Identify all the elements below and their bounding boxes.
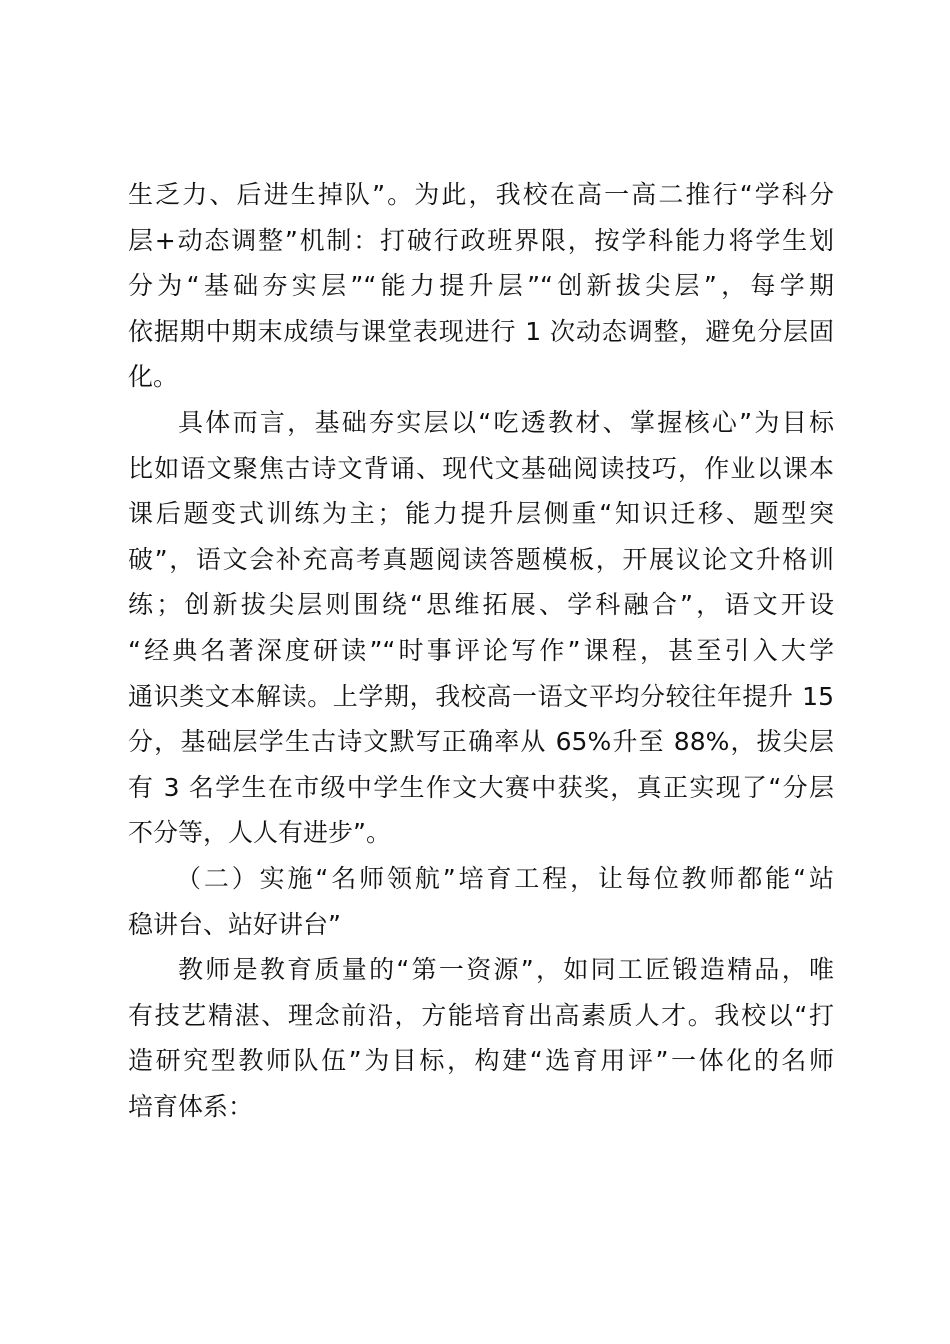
heading-line: 稳讲台、站好讲台” xyxy=(128,909,341,939)
text-line: 有 3 名学生在市级中学生作文大赛中获奖，真正实现了“分层 xyxy=(128,772,834,802)
document-body xyxy=(128,172,834,1129)
text-line: 层+动态调整”机制：打破行政班界限，按学科能力将学生划 xyxy=(128,225,834,255)
heading-line: （二）实施“名师领航”培育工程，让每位教师都能“站 xyxy=(176,863,834,893)
text-line: 通识类文本解读。上学期，我校高一语文平均分较往年提升 15 xyxy=(128,681,834,711)
text-line: 有技艺精湛、理念前沿，方能培育出高素质人才。我校以“打 xyxy=(128,1000,834,1030)
text-line: 分为“基础夯实层”“能力提升层”“创新拔尖层”，每学期 xyxy=(128,271,834,301)
paragraph-layered-mechanism xyxy=(128,172,834,400)
text-line: 破”，语文会补充高考真题阅读答题模板，开展议论文升格训 xyxy=(128,544,834,574)
text-line: 教师是教育质量的“第一资源”，如同工匠锻造精品，唯 xyxy=(178,955,834,985)
text-line: 化。 xyxy=(128,362,179,392)
paragraph-teacher-system xyxy=(128,947,834,1129)
text-line: 分，基础层学生古诗文默写正确率从 65%升至 88%，拔尖层 xyxy=(128,727,834,757)
text-line: 造研究型教师队伍”为目标，构建“选育用评”一体化的名师 xyxy=(128,1046,834,1076)
text-line: 依据期中期末成绩与课堂表现进行 1 次动态调整，避免分层固 xyxy=(128,316,834,346)
text-line: 生乏力、后进生掉队”。为此，我校在高一高二推行“学科分 xyxy=(128,180,834,209)
text-line: 课后题变式训练为主；能力提升层侧重“知识迁移、题型突 xyxy=(128,499,834,529)
text-line: 具体而言，基础夯实层以“吃透教材、掌握核心”为目标 xyxy=(178,407,834,437)
text-line: 不分等，人人有进步”。 xyxy=(128,818,391,848)
text-line: “经典名著深度研读”“时事评论写作”课程，甚至引入大学 xyxy=(128,635,834,665)
paragraph-layer-details xyxy=(128,400,834,856)
text-line: 比如语文聚焦古诗文背诵、现代文基础阅读技巧，作业以课本 xyxy=(128,453,834,483)
text-line: 练；创新拔尖层则围绕“思维拓展、学科融合”，语文开设 xyxy=(128,590,834,620)
section-heading-teacher-program xyxy=(128,856,834,947)
text-line: 培育体系： xyxy=(128,1091,254,1121)
